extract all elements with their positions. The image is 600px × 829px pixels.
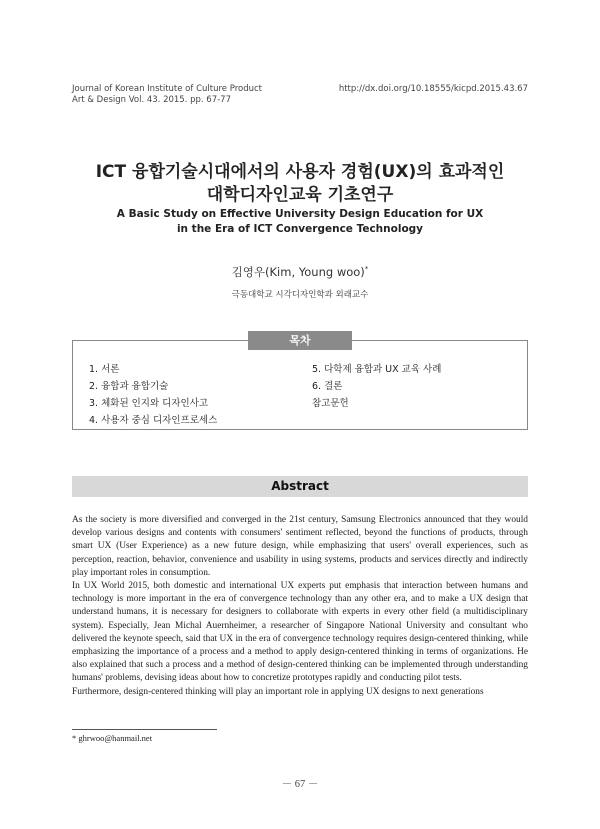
journal-info [72, 84, 262, 106]
toc-item: 5. 다학제 융합과 UX 교육 사례 [312, 364, 442, 375]
abstract-heading: Abstract [72, 476, 528, 497]
toc-heading: 목차 [248, 331, 352, 350]
footnote-rule [72, 729, 217, 730]
footnote-email: * ghrwoo@hanmail.net [72, 733, 153, 743]
author-name-text: 김영우(Kim, Young woo) [231, 265, 365, 279]
toc-item: 3. 체화된 인지와 디자인사고 [89, 398, 209, 409]
page-number: － 67 － [281, 779, 319, 790]
journal-name: Journal of Korean Institute of Culture Product [72, 84, 262, 94]
title-english-line1: A Basic Study on Effective University Design Education for UX [116, 208, 484, 220]
author-name [0, 264, 600, 280]
journal-volume: Art & Design Vol. 43. 2015. pp. 67-77 [72, 95, 231, 105]
title-korean-line1: ICT 융합기술시대에서의 사용자 경험(UX)의 효과적인 [95, 162, 505, 182]
abstract-paragraph: In UX World 2015, both domestic and international UX experts put emphasis that interaction between humans and technology is more important in the era of convergence technology than any other era, and to make a UX design that understand humans, it is necessary for designers to collaborate with experts in every other field (a multidisciplinary system). Especially, Jean Michal Auernheimer, a researcher of Singapore National University and consultant who delivered the keynote speech, said that UX in the era of convergence technology requires design-centered thinking, while emphasizing the importance of a process and a method to apply design-centered thinking in terms of organizations. He also explained that such a process and a method of design-centered thinking can be implemented through understanding humans' problems, devising ideas about how to concretize prototypes rapidly and conducting pilot tests. [72, 581, 528, 684]
toc-right-column [312, 361, 441, 412]
abstract-paragraph: Furthermore, design-centered thinking will play an important role in applying UX designs to next generations [72, 686, 484, 697]
toc-item: 6. 결론 [312, 381, 343, 392]
toc-left-column [89, 361, 217, 429]
title-english-line2: in the Era of ICT Convergence Technology [176, 223, 424, 235]
title-korean-line2: 대학디자인교육 기초연구 [206, 185, 394, 205]
author-footnote-marker: * [364, 265, 369, 274]
toc-item: 1. 서론 [89, 364, 120, 375]
doi-link[interactable]: http://dx.doi.org/10.18555/kicpd.2015.43.67 [338, 84, 528, 94]
toc-item: 4. 사용자 중심 디자인프로세스 [89, 415, 218, 426]
toc-item: 참고문헌 [312, 398, 349, 409]
abstract-body [72, 514, 528, 699]
author-affiliation: 극동대학교 시각디자인학과 외래교수 [231, 290, 369, 300]
toc-item: 2. 융합과 융합기술 [89, 381, 169, 392]
abstract-paragraph: As the society is more diversified and converged in the 21st century, Samsung Electronics announced that they would develop various designs and contents with consumers' sentiment reflected, beyond the functions of products, through smart UX (User Experience) as a new future design, while emphasizing that users' overall experiences, such as perception, reaction, behavior, convenience and usability in using systems, products and services directly and indirectly play important roles in consumption. [72, 515, 528, 578]
